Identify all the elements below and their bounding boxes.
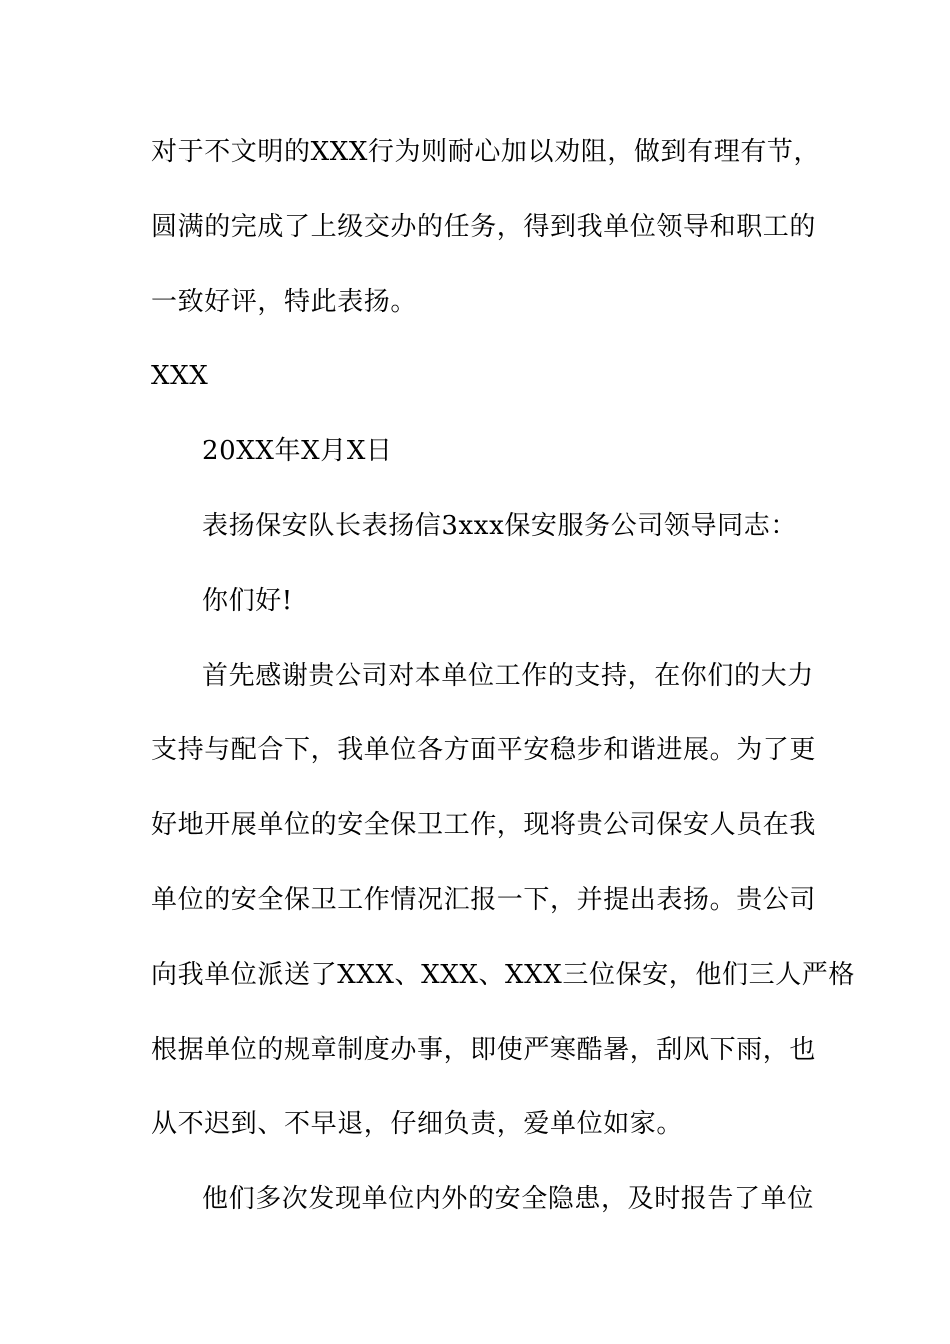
paragraph-line: 好地开展单位的安全保卫工作，现将贵公司保安人员在我 xyxy=(151,810,817,840)
paragraph-line: 根据单位的规章制度办事，即使严寒酷暑，刮风下雨，也 xyxy=(151,1035,817,1065)
signature-date: 20XX年X月X日 xyxy=(202,436,393,466)
paragraph-line: 单位的安全保卫工作情况汇报一下，并提出表扬。贵公司 xyxy=(151,885,817,915)
paragraph-line: 从不迟到、不早退，仔细负责，爱单位如家。 xyxy=(151,1109,684,1139)
greeting: 你们好! xyxy=(202,586,293,616)
paragraph-line: 他们多次发现单位内外的安全隐患，及时报告了单位 xyxy=(202,1184,814,1214)
paragraph-line: 支持与配合下，我单位各方面平安稳步和谐进展。为了更 xyxy=(151,735,817,765)
paragraph-line: 向我单位派送了XXX、XXX、XXX三位保安，他们三人严格 xyxy=(151,960,855,990)
paragraph-line: 对于不文明的XXX行为则耐心加以劝阻，做到有理有节， xyxy=(151,137,821,167)
paragraph-line: 首先感谢贵公司对本单位工作的支持，在你们的大力 xyxy=(202,661,814,691)
signature-name: XXX xyxy=(151,361,209,391)
letter-title: 表扬保安队长表扬信3xxx保安服务公司领导同志： xyxy=(202,511,797,541)
paragraph-line: 圆满的完成了上级交办的任务，得到我单位领导和职工的 xyxy=(151,212,817,242)
paragraph-line: 一致好评，特此表扬。 xyxy=(151,287,418,317)
